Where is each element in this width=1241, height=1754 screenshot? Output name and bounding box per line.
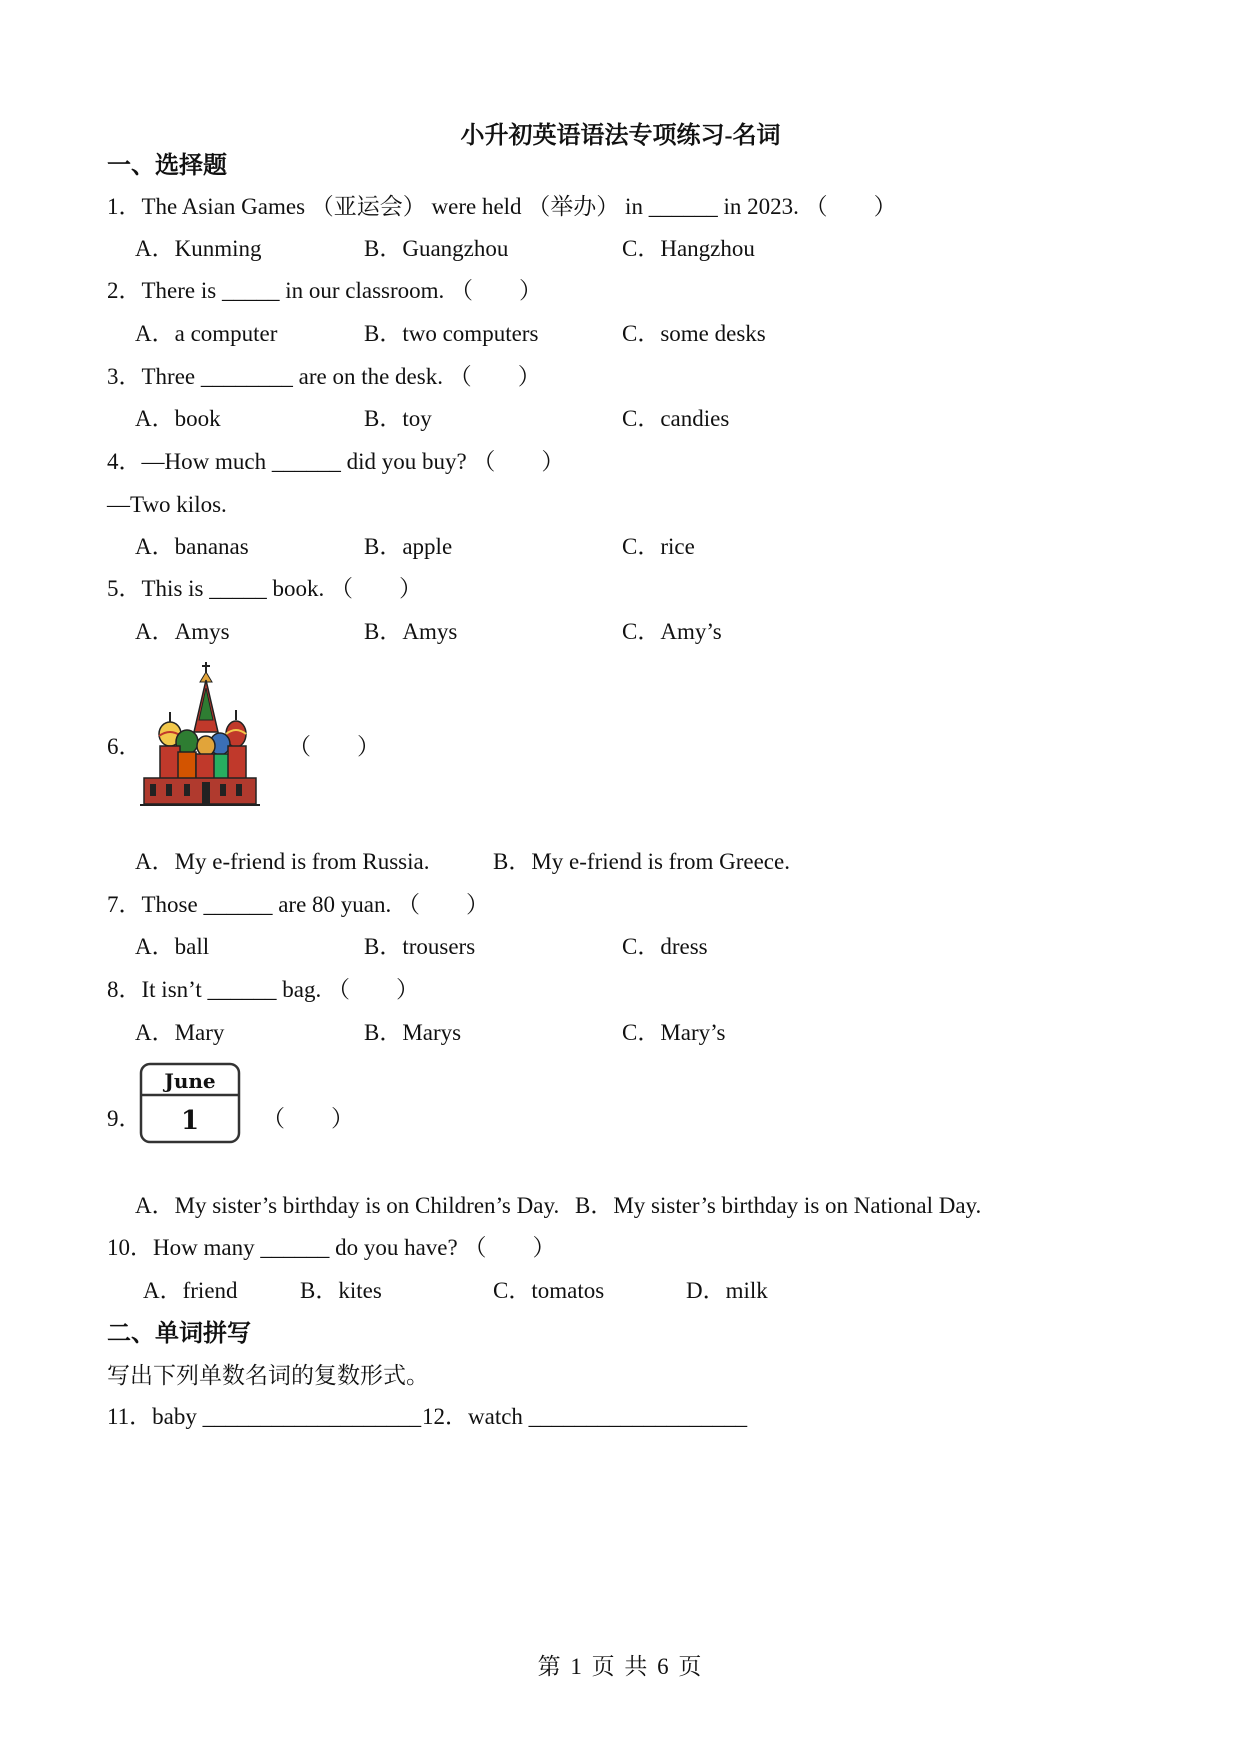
question-4-stem-reply: —Two kilos. <box>107 492 227 517</box>
question-10-stem: 10．How many ______ do you have? （ ） <box>107 1235 556 1260</box>
question-8-option-c: C．Mary’s <box>622 1020 726 1045</box>
question-6-stem: 6． <box>107 734 142 759</box>
question-6-option-a: A．My e-friend is from Russia. <box>135 849 430 874</box>
calendar-day: 1 <box>180 1106 200 1136</box>
question-2-option-a: A．a computer <box>135 321 278 346</box>
question-10-option-c: C．tomatos <box>493 1278 605 1303</box>
question-8-option-a: A．Mary <box>135 1020 225 1045</box>
question-10-option-a: A．friend <box>143 1278 238 1303</box>
question-7-option-c: C．dress <box>622 934 708 959</box>
question-4-option-b: B．apple <box>364 534 453 559</box>
calendar-month: June <box>164 1069 216 1093</box>
question-4-stem: 4．—How much ______ did you buy? （ ） <box>107 449 565 474</box>
question-3-option-c: C．candies <box>622 406 730 431</box>
question-6-answer-parens: （ ） <box>288 734 380 759</box>
spelling-item-11: 11．baby ___________________ <box>107 1404 422 1429</box>
question-7-option-b: B．trousers <box>364 934 476 959</box>
question-3-option-b: B．toy <box>364 406 432 431</box>
question-4-option-a: A．bananas <box>135 534 249 559</box>
question-9-option-b: B．My sister’s birthday is on National Day. <box>575 1193 982 1218</box>
question-5-stem: 5．This is _____ book. （ ） <box>107 576 422 601</box>
question-5-option-a: A．Amys <box>135 619 230 644</box>
question-4-option-c: C．rice <box>622 534 695 559</box>
section-heading-choice: 一、选择题 <box>107 153 227 179</box>
question-6-option-b: B．My e-friend is from Greece. <box>493 849 790 874</box>
question-3-stem: 3．Three ________ are on the desk. （ ） <box>107 364 541 389</box>
question-7-option-a: A．ball <box>135 934 210 959</box>
calendar-image <box>139 1062 241 1144</box>
spelling-item-12: 12．watch ___________________ <box>422 1404 748 1429</box>
question-2-option-c: C．some desks <box>622 321 766 346</box>
question-8-stem: 8．It isn’t ______ bag. （ ） <box>107 977 419 1002</box>
saint-basils-cathedral-image <box>140 660 260 808</box>
question-2-stem: 2．There is _____ in our classroom. （ ） <box>107 278 543 303</box>
question-3-option-a: A．book <box>135 406 221 431</box>
question-2-option-b: B．two computers <box>364 321 539 346</box>
question-5-option-b: B．Amys <box>364 619 458 644</box>
question-1-option-c: C．Hangzhou <box>622 236 755 261</box>
question-8-option-b: B．Marys <box>364 1020 462 1045</box>
question-10-option-b: B．kites <box>300 1278 382 1303</box>
question-9-option-a: A．My sister’s birthday is on Children’s Day. <box>135 1193 560 1218</box>
question-1-option-b: B．Guangzhou <box>364 236 509 261</box>
question-9-stem: 9． <box>107 1106 142 1131</box>
section-heading-spelling: 二、单词拼写 <box>107 1321 251 1347</box>
question-10-option-d: D．milk <box>686 1278 768 1303</box>
question-9-answer-parens: （ ） <box>262 1106 354 1131</box>
section-instruction: 写出下列单数名词的复数形式。 <box>107 1363 429 1388</box>
page-title: 小升初英语语法专项练习-名词 <box>460 123 781 149</box>
question-5-option-c: C．Amy’s <box>622 619 722 644</box>
page-footer: 第 1 页 共 6 页 <box>537 1654 704 1679</box>
question-1-option-a: A．Kunming <box>135 236 262 261</box>
question-7-stem: 7．Those ______ are 80 yuan. （ ） <box>107 892 489 917</box>
question-1-stem: 1．The Asian Games （亚运会） were held （举办） in ______ in 2023. （ ） <box>107 194 897 219</box>
